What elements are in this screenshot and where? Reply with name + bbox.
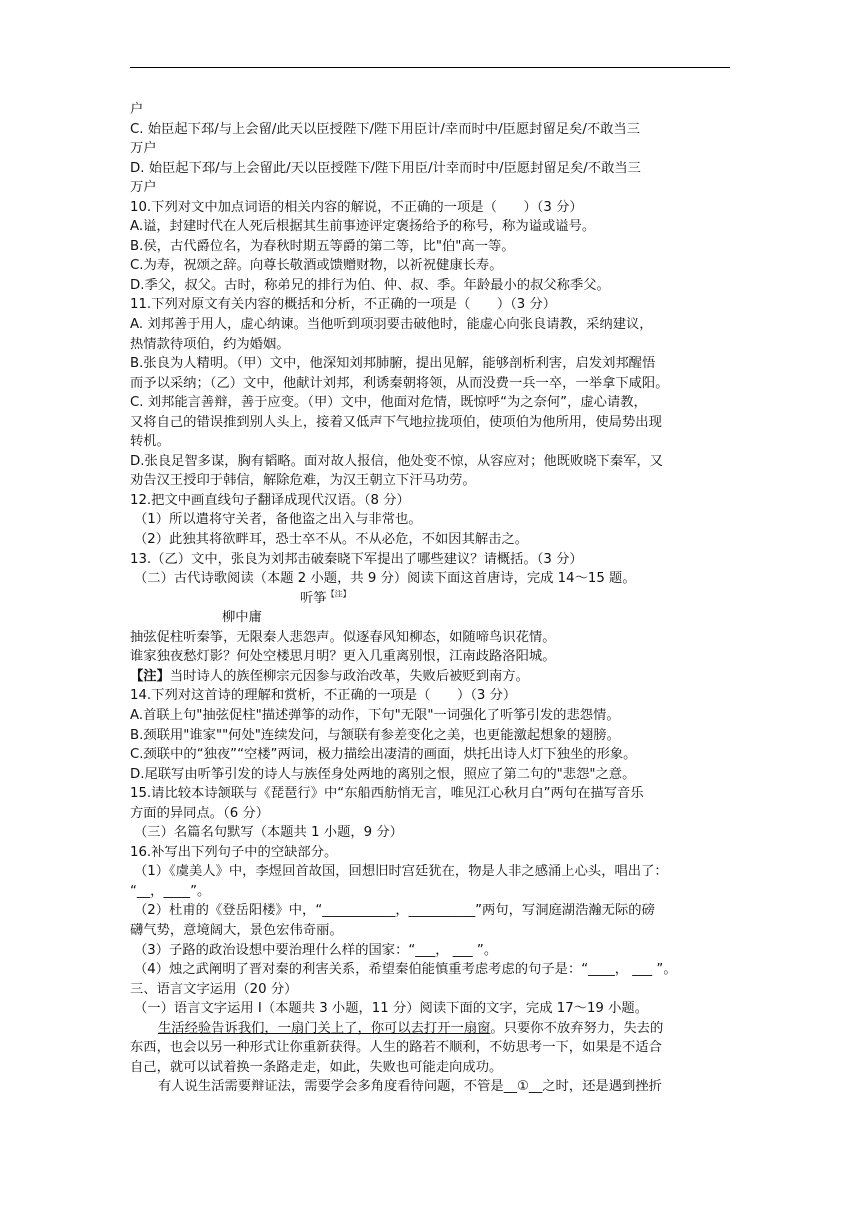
text-line: C. 刘邦能言善辩，善于应变。（甲）文中，他面对危情，既惊呼“为之奈何”，虚心请教， [130,395,647,411]
text-line: C. 始臣起下邳/与上会留/此天以臣授陛下/陛下用臣计/幸而时中/臣愿封留足矣/不敢当三 [130,121,641,137]
text-line: 13.（乙）文中，张良为刘邦击破秦晓下军提出了哪些建议？请概括。（3 分） [130,551,583,567]
text-line: B.张良为人精明。（甲）文中，他深知刘邦肺腑，提出见解，能够剖析利害，启发刘邦醒悟 [130,356,656,372]
text-line: D. 始臣起下邳/与上会留此/天以臣授陛下/陛下用臣/计幸而时中/臣愿封留足矣/不敢当三 [130,160,641,176]
text-line: 谁家独夜愁灯影？何处空楼思月明？更入几重离别恨，江南歧路洛阳城。 [130,649,556,665]
text-line: 自己，就可以试着换一条路走走，如此，失败也可能走向成功。 [130,1059,503,1075]
text-line: D.张良足智多谋，胸有韬略。面对故人报信，他处变不惊，从容应对；他既败晓下秦军，又 [130,453,664,469]
text-line: 而予以采纳；（乙）文中，他献计刘邦，利诱秦朝将领，从而没费一兵一卒，一举拿下咸阳。 [130,375,669,391]
text-line: 热情款待项伯，约为婚姻。 [130,336,290,352]
note-label: 【注】 [130,668,170,684]
text-line: A.首联上句"抽弦促柱"描述弹筝的动作，下句"无限"一词强化了听筝引发的悲怨情。 [130,707,620,723]
text-line: 12.把文中画直线句子翻译成现代汉语。（8 分） [130,492,410,508]
text-line: （三）名篇名句默写（本题共 1 小题，9 分） [134,825,403,841]
text-line: 16.补写出下列句子中的空缺部分。 [130,844,338,860]
text-line: 柳中庸 [222,610,262,626]
text-line: D.季父，叔父。古时，称弟兄的排行为伯、仲、叔、季。年龄最小的叔父称季父。 [130,277,610,293]
text-line: （2）杜甫的《登岳阳楼》中，“___________，__________”两句，写洞庭湖浩瀚无际的磅 [134,903,655,919]
text-line: 15.请比较本诗颔联与《琵琶行》中“东船西舫悄无言，唯见江心秋月白”两句在描写音乐 [130,786,644,802]
text-line: 10.下列对文中加点词语的相关内容的解说，不正确的一项是（ ）（3 分） [130,199,583,215]
text-line: “__，____”。 [130,883,211,899]
text-line: 11.下列对原文有关内容的概括和分析，不正确的一项是（ ）（3 分） [130,297,557,313]
text-line: B.侯，古代爵位名，为春秋时期五等爵的第二等，比"伯"高一等。 [130,238,515,254]
text-line: 方面的异同点。（6 分） [130,805,270,821]
text-line: A. 刘邦善于用人，虚心纳谏。当他听到项羽要击破他时，能虚心向张良请教，采纳建议， [130,317,653,333]
text-line: 【注】当时诗人的族侄柳宗元因参与政治改革，失败后被贬到南方。 [130,668,529,684]
text-line: C.为寿，祝颂之辞。向尊长敬酒或馈赠财物，以祈祝健康长寿。 [130,258,503,274]
document-body [130,100,730,1097]
text-line: 生活经验告诉我们，一扇门关上了，你可以去打开一扇窗。只要你不放弃努力，失去的 [158,1020,664,1036]
text-line: （1）《虞美人》中，李煜回首故国，回想旧时宫廷犹在，物是人非之感涌上心头，唱出了： [134,864,668,880]
text-line: 转机。 [130,434,170,450]
text-line: 劝告汉王授印于韩信，解除危难，为汉王朝立下汗马功劳。 [130,473,476,489]
text-line: 听筝$^{【注】}$ [300,589,351,606]
text-line: 东西，也会以另一种形式让你重新获得。人生的路若不顺利，不妨思考一下，如果是不适合 [130,1040,662,1056]
text-line: 万户 [130,180,157,196]
text-line: 三、语言文字运用（20 分） [130,981,298,997]
text-line: 礴气势，意境阔大，景色宏伟奇丽。 [130,922,343,938]
text-line: C.颈联中的“独夜”“空楼”两词，极力描绘出凄清的画面，烘托出诗人灯下独坐的形象。 [130,747,637,763]
text-line: 抽弦促柱听秦筝，无限秦人悲怨声。似逐春风知柳态，如随啼鸟识花情。 [130,629,556,645]
text-line: B.颈联用"谁家""何处"连续发问，与颔联有参差变化之美，也更能激起想象的翅膀。 [130,727,620,743]
footnote-marker: 【注】 [326,589,351,599]
text-line: （4）烛之武阐明了晋对秦的利害关系，希望秦伯能慎重考虑考虑的句子是：“____， ___ ”。 [134,962,677,978]
text-line: 有人说生活需要辩证法，需要学会多角度看待问题，不管是__①__之时，还是遇到挫折 [158,1079,662,1095]
text-line: （二）古代诗歌阅读（本题 2 小题，共 9 分）阅读下面这首唐诗，完成 14～15 题。 [134,571,636,587]
text-line: （一）语言文字运用 I（本题共 3 小题，11 分）阅读下面的文字，完成 17～19 小题。 [134,1001,648,1017]
underlined-sentence: 生活经验告诉我们，一扇门关上了，你可以去打开一扇窗 [158,1020,491,1036]
text-line: D.尾联写由听筝引发的诗人与族侄身处两地的离别之恨，照应了第二句的"悲怨"之意。 [130,766,636,782]
text-line: 户 [130,102,144,117]
text-line: （1）所以遣将守关者，备他盗之出入与非常也。 [134,512,422,528]
text-line: （3）子路的政治设想中要治理什么样的国家：“___， ___ ”。 [134,942,498,958]
text-line: A.谥，封建时代在人死后根据其生前事迹评定褒扬给予的称号，称为谥或谥号。 [130,219,596,235]
text-line: 又将自己的错误推到别人头上，接着又低声下气地拉拢项伯，使项伯为他所用，使局势出现 [130,414,662,430]
text-line: 14.下列对这首诗的理解和赏析，不正确的一项是（ ）（3 分） [130,688,517,704]
text-line: （2）此独其将欲畔耳，恐士卒不从。不从必危，不如因其解击之。 [134,532,529,548]
text-line: 万户 [130,141,157,157]
header-rule [130,67,730,68]
